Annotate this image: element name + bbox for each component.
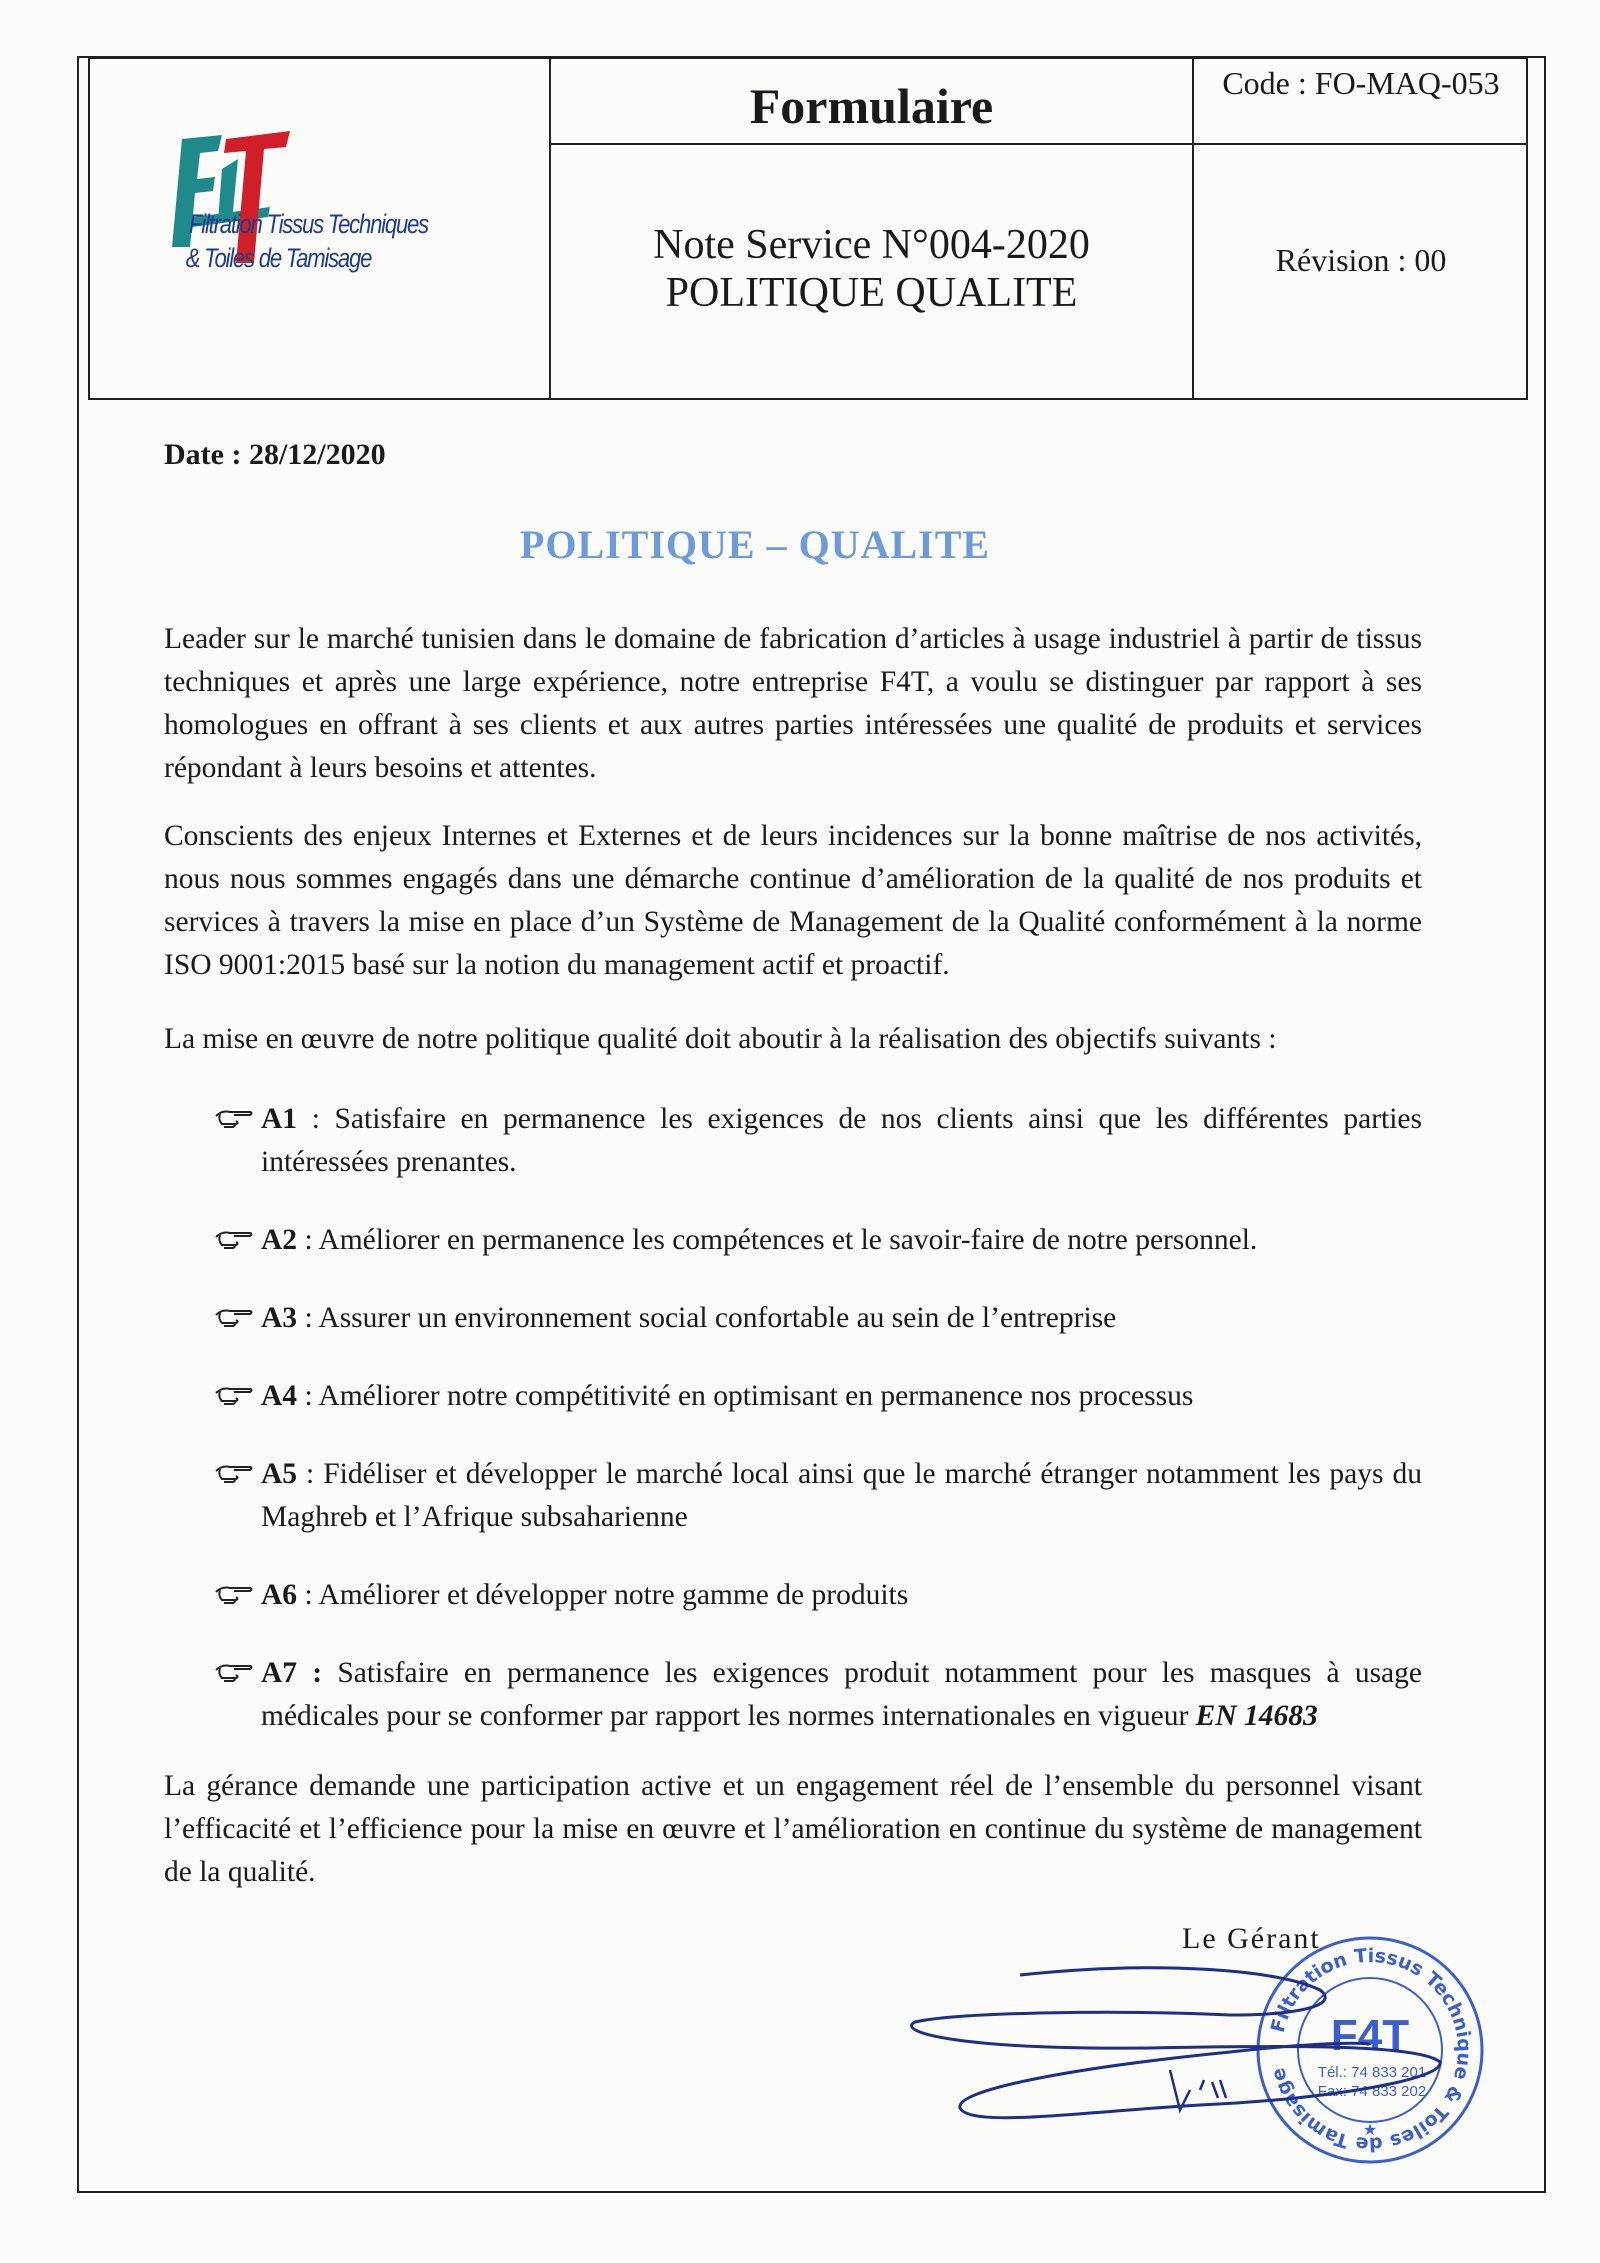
logo-line-1: Filtration Tissus Techniques [189, 209, 428, 239]
pointing-hand-icon [214, 1307, 254, 1329]
note-number: Note Service N°004-2020 [653, 222, 1090, 268]
objective-a5: A5 : Fidéliser et développer le marché local ainsi que le marché étranger notamment les pays du Maghreb et l’Afrique subsaharienne [214, 1453, 1422, 1539]
objective-a4: A4 : Améliorer notre compétitivité en optimisant en permanence nos processus [214, 1375, 1422, 1418]
objective-a6: A6 : Améliorer et développer notre gamme de produits [214, 1574, 1422, 1617]
pointing-hand-icon [214, 1662, 254, 1684]
pointing-hand-icon [214, 1584, 254, 1606]
objectives-intro: La mise en œuvre de notre politique qualité doit aboutir à la réalisation des objectifs suivants : [164, 1023, 1277, 1055]
pointing-hand-icon [214, 1463, 254, 1485]
objective-a2: A2 : Améliorer en permanence les compétences et le savoir-faire de notre personnel. [214, 1219, 1422, 1262]
objective-a1: A1 : Satisfaire en permanence les exigences de nos clients ainsi que les différentes parties intéressées prenantes. [214, 1098, 1422, 1184]
stamp-tel: Tél.: 74 833 201 [1317, 2064, 1427, 2081]
form-code: Code : FO-MAQ-053 [1222, 65, 1500, 101]
signatory-label: Le Gérant [1182, 1922, 1321, 1955]
document-date: Date : 28/12/2020 [164, 438, 386, 471]
pointing-hand-icon [214, 1385, 254, 1407]
revision: Révision : 00 [1275, 242, 1447, 278]
pointing-hand-icon [214, 1229, 254, 1251]
closing-paragraph: La gérance demande une participation active et un engagement réel de l’ensemble du personnel visant l’efficacité et l’efficience pour la mise en œuvre et l’amélioration en continue du système de management de la qualité. [164, 1770, 1422, 1888]
note-subject: POLITIQUE QUALITE [665, 270, 1078, 316]
document-header [88, 57, 1528, 400]
objective-a3: A3 : Assurer un environnement social confortable au sein de l’entreprise [214, 1297, 1422, 1340]
stamp-fax: Fax: 74 833 202 [1317, 2083, 1427, 2100]
commitment-paragraph: Conscients des enjeux Internes et Externes et de leurs incidences sur la bonne maîtrise de nos activités, nous nous sommes engagés dans une démarche continue d’amélioration de la qualité de nos produits et services à travers la mise en place d’un Système de Management de la Qualité conformément à la norme ISO 9001:2015 basé sur la notion du management actif et proactif. [164, 820, 1422, 981]
handwritten-signature [900, 1950, 1460, 2150]
pointing-hand-icon [214, 1108, 254, 1130]
form-title: Formulaire [749, 78, 994, 134]
svg-text:★: ★ [1362, 2122, 1378, 2139]
svg-text:Filtration Tissus Technique &: Filtration Tissus Technique & Toiles de Tamisage [1266, 1944, 1476, 2156]
logo-text [185, 207, 428, 275]
page-title: POLITIQUE – QUALITE [519, 522, 991, 567]
stamp-logo: F4T [1330, 2011, 1410, 2060]
logo-line-2: & Toiles de Tamisage [185, 243, 372, 273]
standard-reference: EN 14683 [1195, 1700, 1318, 1732]
intro-paragraph: Leader sur le marché tunisien dans le domaine de fabrication d’articles à usage industriel à partir de tissus techniques et après une large expérience, notre entreprise F4T, a voulu se distinguer par rapport à ses homologues en offrant à ses clients et aux autres parties intéressées une qualité de produits et services répondant à leurs besoins et attentes. [164, 623, 1422, 784]
objective-a7: A7 : Satisfaire en permanence les exigences produit notamment pour les masques à usage médicales pour se conformer par rapport les normes internationales en vigueur EN 14683 [214, 1652, 1422, 1738]
note-service [551, 221, 1192, 317]
